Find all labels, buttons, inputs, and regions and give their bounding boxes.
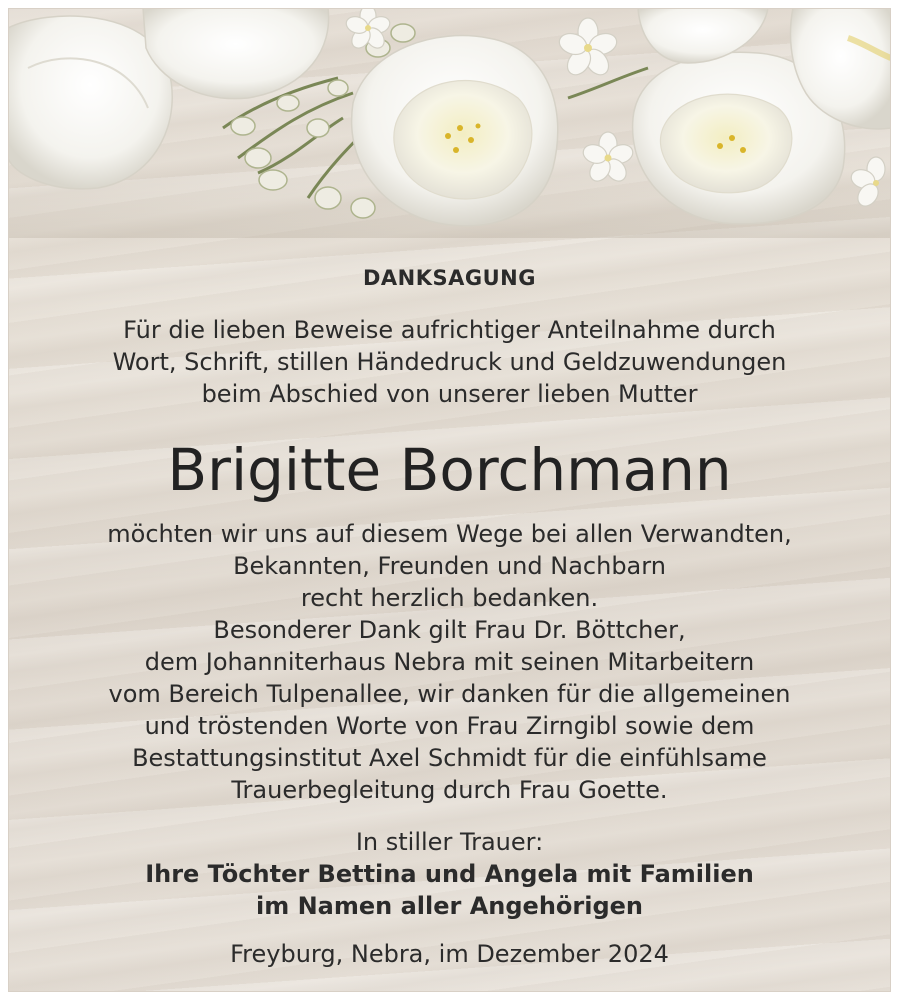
place-and-date: Freyburg, Nebra, im Dezember 2024 <box>230 940 669 968</box>
thanks-line: recht herzlich bedanken. <box>300 584 599 612</box>
mourners-line: Ihre Töchter Bettina und Angela mit Familien <box>145 860 754 888</box>
deceased-name: Brigitte Borchmann <box>167 436 732 504</box>
thanks-line: vom Bereich Tulpenallee, wir danken für die allgemeinen <box>108 680 791 708</box>
thanks-line: dem Johanniterhaus Nebra mit seinen Mitarbeitern <box>144 648 755 676</box>
notice-heading: DANKSAGUNG <box>362 266 536 290</box>
thanks-line: Trauerbegleitung durch Frau Goette. <box>231 776 668 804</box>
sign-intro: In stiller Trauer: <box>355 828 544 856</box>
thanks-text <box>8 518 891 806</box>
obituary-notice <box>8 8 891 992</box>
signature-block <box>8 826 891 922</box>
thanks-line: und tröstenden Worte von Frau Zirngibl sowie dem <box>144 712 755 740</box>
intro-line: Für die lieben Beweise aufrichtiger Anteilnahme durch <box>123 316 776 344</box>
mourners-line: im Namen aller Angehörigen <box>255 892 643 920</box>
thanks-line: möchten wir uns auf diesem Wege bei allen Verwandten, <box>107 520 792 548</box>
thanks-line: Bekannten, Freunden und Nachbarn <box>233 552 666 580</box>
thanks-line: Besonderer Dank gilt Frau Dr. Böttcher, <box>213 616 686 644</box>
intro-text <box>8 314 891 410</box>
intro-line: beim Abschied von unserer lieben Mutter <box>201 380 698 408</box>
thanks-line: Bestattungsinstitut Axel Schmidt für die einfühlsame <box>132 744 767 772</box>
white-tulips-decoration-image <box>8 8 891 243</box>
intro-line: Wort, Schrift, stillen Händedruck und Geldzuwendungen <box>112 348 787 376</box>
